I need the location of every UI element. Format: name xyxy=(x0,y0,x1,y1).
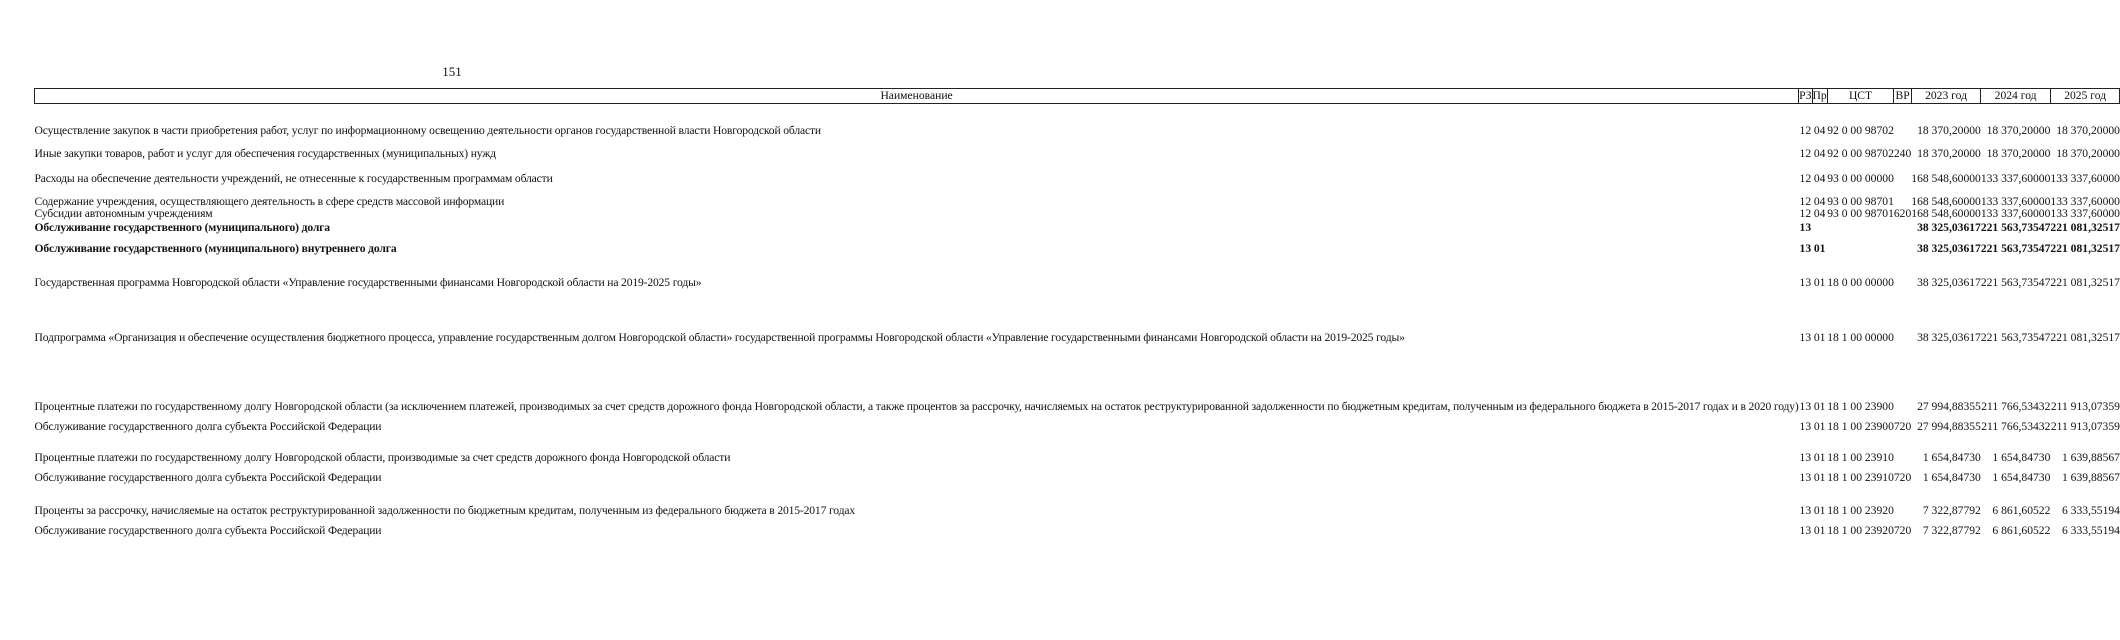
row-2023: 1 654,84730 xyxy=(1922,450,1981,464)
row-2024: 1 654,84730 xyxy=(1992,470,2051,484)
row-2025: 221 081,32517 xyxy=(2050,220,2120,234)
row-2024: 133 337,60000 xyxy=(1980,171,2051,185)
row-pr: 01 xyxy=(1813,503,1826,517)
table-row xyxy=(35,160,2120,185)
row-vr xyxy=(1894,234,1911,255)
row-cst: 18 1 00 23910 xyxy=(1827,470,1894,484)
row-2024: 211 766,53432 xyxy=(1981,419,2051,433)
row-rz: 13 xyxy=(1799,241,1812,255)
row-2024: 1 654,84730 xyxy=(1992,450,2051,464)
row-rz: 13 xyxy=(1799,503,1812,517)
row-rz: 12 xyxy=(1799,146,1812,160)
table-row xyxy=(35,255,2120,289)
row-2025: 211 913,07359 xyxy=(2050,419,2120,433)
row-name: Процентные платежи по государственному долгу Новгородской области (за исключением платежей, производимых за счет средств дорожного фонда Новгородской области, а также процентов за рассрочку, начисляемых на остаток реструктурированной задолженности по бюджетным кредитам, полученным из федерального бюджета в 2015-2017 годах и в 2020 году) xyxy=(34,399,1799,413)
row-cst xyxy=(1827,234,1894,255)
row-rz: 12 xyxy=(1799,123,1812,137)
row-pr: 01 xyxy=(1813,241,1826,255)
row-vr xyxy=(1894,160,1911,185)
header-vr: ВР xyxy=(1895,89,1910,102)
row-2023: 27 994,88355 xyxy=(1917,399,1981,413)
row-name: Обслуживание государственного долга субъекта Российской Федерации xyxy=(34,419,382,433)
row-2025: 133 337,60000 xyxy=(2050,206,2120,220)
row-name: Расходы на обеспечение деятельности учреждений, не отнесенные к государственным программам области xyxy=(34,171,553,185)
row-2023: 38 325,03617 xyxy=(1917,241,1981,255)
row-pr: 01 xyxy=(1813,275,1826,289)
row-pr: 01 xyxy=(1813,330,1826,344)
header-2024: 2024 год xyxy=(1981,89,2051,104)
row-vr xyxy=(1894,185,1911,208)
row-cst: 18 1 00 23900 xyxy=(1827,399,1894,413)
row-2023: 38 325,03617 xyxy=(1917,330,1981,344)
row-2025: 211 913,07359 xyxy=(2050,399,2120,413)
table-row xyxy=(35,220,2120,234)
row-name: Субсидии автономным учреждениям xyxy=(34,206,213,220)
table-row xyxy=(35,517,2120,537)
row-pr: 04 xyxy=(1813,146,1826,160)
budget-table xyxy=(34,88,2120,537)
header-cst: ЦСТ xyxy=(1827,89,1894,104)
row-cst: 92 0 00 98702 xyxy=(1827,123,1894,137)
row-vr: 620 xyxy=(1893,206,1912,220)
row-2024: 221 563,73547 xyxy=(1980,330,2051,344)
row-2025: 221 081,32517 xyxy=(2050,275,2120,289)
row-pr: 01 xyxy=(1813,523,1826,537)
row-name: Проценты за рассрочку, начисляемые на остаток реструктурированной задолженности по бюджетным кредитам, полученным из федерального бюджета в 2015-2017 годах xyxy=(34,503,855,517)
table-row xyxy=(35,234,2120,255)
row-2024: 221 563,73547 xyxy=(1980,275,2051,289)
row-cst: 18 1 00 23900 xyxy=(1827,419,1894,433)
row-name: Иные закупки товаров, работ и услуг для обеспечения государственных (муниципальных) нужд xyxy=(34,146,496,160)
row-2023: 7 322,87792 xyxy=(1922,503,1981,517)
row-pr: 01 xyxy=(1813,419,1826,433)
row-2023: 18 370,20000 xyxy=(1917,146,1981,160)
row-rz: 12 xyxy=(1799,194,1812,208)
row-2024: 6 861,60522 xyxy=(1992,523,2051,537)
page-number: 151 xyxy=(442,64,462,79)
row-rz: 12 xyxy=(1799,206,1812,220)
row-2023: 38 325,03617 xyxy=(1917,220,1981,234)
row-pr: 04 xyxy=(1813,123,1826,137)
row-2025: 6 333,55194 xyxy=(2061,503,2120,517)
row-2025: 133 337,60000 xyxy=(2050,194,2120,208)
header-name: Наименование xyxy=(35,89,1799,104)
row-pr: 04 xyxy=(1813,171,1826,185)
row-2024: 133 337,60000 xyxy=(1980,206,2051,220)
row-cst: 92 0 00 98702 xyxy=(1827,146,1894,160)
row-2023: 168 548,60000 xyxy=(1911,171,1981,185)
row-rz: 13 xyxy=(1799,399,1812,413)
table-row xyxy=(35,208,2120,220)
row-2023: 7 322,87792 xyxy=(1922,523,1981,537)
header-rz: РЗ xyxy=(1799,89,1812,102)
header-2025: 2025 год xyxy=(2050,89,2120,104)
row-pr: 01 xyxy=(1813,399,1826,413)
row-2024: 211 766,53432 xyxy=(1981,399,2051,413)
row-pr: 01 xyxy=(1813,470,1826,484)
header-pr: Пр xyxy=(1812,89,1827,102)
table-row xyxy=(35,185,2120,208)
row-2024: 18 370,20000 xyxy=(1986,123,2051,137)
row-rz: 13 xyxy=(1799,450,1812,464)
row-cst: 18 1 00 00000 xyxy=(1827,330,1894,344)
table-row xyxy=(35,289,2120,344)
row-2025: 18 370,20000 xyxy=(2056,146,2120,160)
row-pr: 04 xyxy=(1813,206,1826,220)
row-cst: 18 1 00 23920 xyxy=(1827,523,1894,537)
header-2023: 2023 год xyxy=(1911,89,1981,104)
row-2025: 18 370,20000 xyxy=(2056,123,2120,137)
row-rz: 13 xyxy=(1799,470,1812,484)
row-vr: 240 xyxy=(1893,146,1912,160)
row-pr: 01 xyxy=(1813,450,1826,464)
table-row xyxy=(35,104,2120,137)
row-2023: 27 994,88355 xyxy=(1917,419,1981,433)
row-vr: 720 xyxy=(1893,470,1912,484)
row-rz: 12 xyxy=(1799,171,1812,185)
row-name: Обслуживание государственного (муниципального) внутреннего долга xyxy=(34,241,397,255)
row-cst: 18 0 00 00000 xyxy=(1827,275,1894,289)
row-2025: 6 333,55194 xyxy=(2061,523,2120,537)
table-row xyxy=(35,344,2120,413)
row-rz: 13 xyxy=(1799,275,1812,289)
row-2025: 221 081,32517 xyxy=(2050,330,2120,344)
row-2025: 1 639,88567 xyxy=(2061,470,2120,484)
row-cst: 93 0 00 98701 xyxy=(1827,194,1894,208)
row-vr xyxy=(1894,289,1911,344)
row-2024: 221 563,73547 xyxy=(1980,220,2051,234)
row-vr xyxy=(1894,220,1911,234)
row-name: Обслуживание государственного (муниципального) долга xyxy=(34,220,330,234)
row-vr: 720 xyxy=(1893,419,1912,433)
row-cst: 93 0 00 98701 xyxy=(1827,206,1894,220)
row-2024: 6 861,60522 xyxy=(1992,503,2051,517)
row-2024: 133 337,60000 xyxy=(1980,194,2051,208)
row-name: Процентные платежи по государственному долгу Новгородской области, производимые за счет средств дорожного фонда Новгородской области xyxy=(34,450,731,464)
row-vr xyxy=(1894,104,1911,137)
row-2024: 221 563,73547 xyxy=(1980,241,2051,255)
row-2025: 221 081,32517 xyxy=(2050,241,2120,255)
row-vr xyxy=(1894,433,1911,464)
row-cst: 18 1 00 23910 xyxy=(1827,450,1894,464)
row-rz: 13 xyxy=(1799,330,1812,344)
table-row xyxy=(35,484,2120,517)
row-2023: 168 548,60000 xyxy=(1911,194,1981,208)
row-name: Обслуживание государственного долга субъекта Российской Федерации xyxy=(34,470,382,484)
row-2023: 168 548,60000 xyxy=(1911,206,1981,220)
row-vr xyxy=(1894,255,1911,289)
row-name: Осуществление закупок в части приобретения работ, услуг по информационному освещению деятельности органов государственной власти Новгородской области xyxy=(34,123,821,137)
row-2024: 18 370,20000 xyxy=(1986,146,2051,160)
row-name: Содержание учреждения, осуществляющего деятельность в сфере средств массовой информации xyxy=(34,194,505,208)
row-rz: 13 xyxy=(1799,523,1812,537)
row-name: Подпрограмма «Организация и обеспечение осуществления бюджетного процесса, управление государственным долгом Новгородской области» государственной программы Новгородской области «Управление государственными финансами Новгородской области на 2019-2025 годы» xyxy=(34,330,1405,344)
row-2025: 1 639,88567 xyxy=(2061,450,2120,464)
table-row xyxy=(35,137,2120,160)
row-vr xyxy=(1894,484,1911,517)
row-cst: 93 0 00 00000 xyxy=(1827,171,1894,185)
row-pr: 04 xyxy=(1813,194,1826,208)
row-pr xyxy=(1812,220,1827,234)
row-cst xyxy=(1827,220,1894,234)
row-cst: 18 1 00 23920 xyxy=(1827,503,1894,517)
table-row xyxy=(35,464,2120,484)
row-2023: 1 654,84730 xyxy=(1922,470,1981,484)
row-vr: 720 xyxy=(1893,523,1912,537)
header-row xyxy=(35,89,2120,104)
row-name: Государственная программа Новгородской области «Управление государственными финансами Новгородской области на 2019-2025 годы» xyxy=(34,275,702,289)
row-2025: 133 337,60000 xyxy=(2050,171,2120,185)
table-row xyxy=(35,413,2120,433)
row-2023: 38 325,03617 xyxy=(1917,275,1981,289)
row-rz: 13 xyxy=(1799,419,1812,433)
row-rz: 13 xyxy=(1799,220,1812,234)
row-name: Обслуживание государственного долга субъекта Российской Федерации xyxy=(34,523,382,537)
table-row xyxy=(35,433,2120,464)
row-vr xyxy=(1894,344,1911,413)
row-2023: 18 370,20000 xyxy=(1917,123,1981,137)
